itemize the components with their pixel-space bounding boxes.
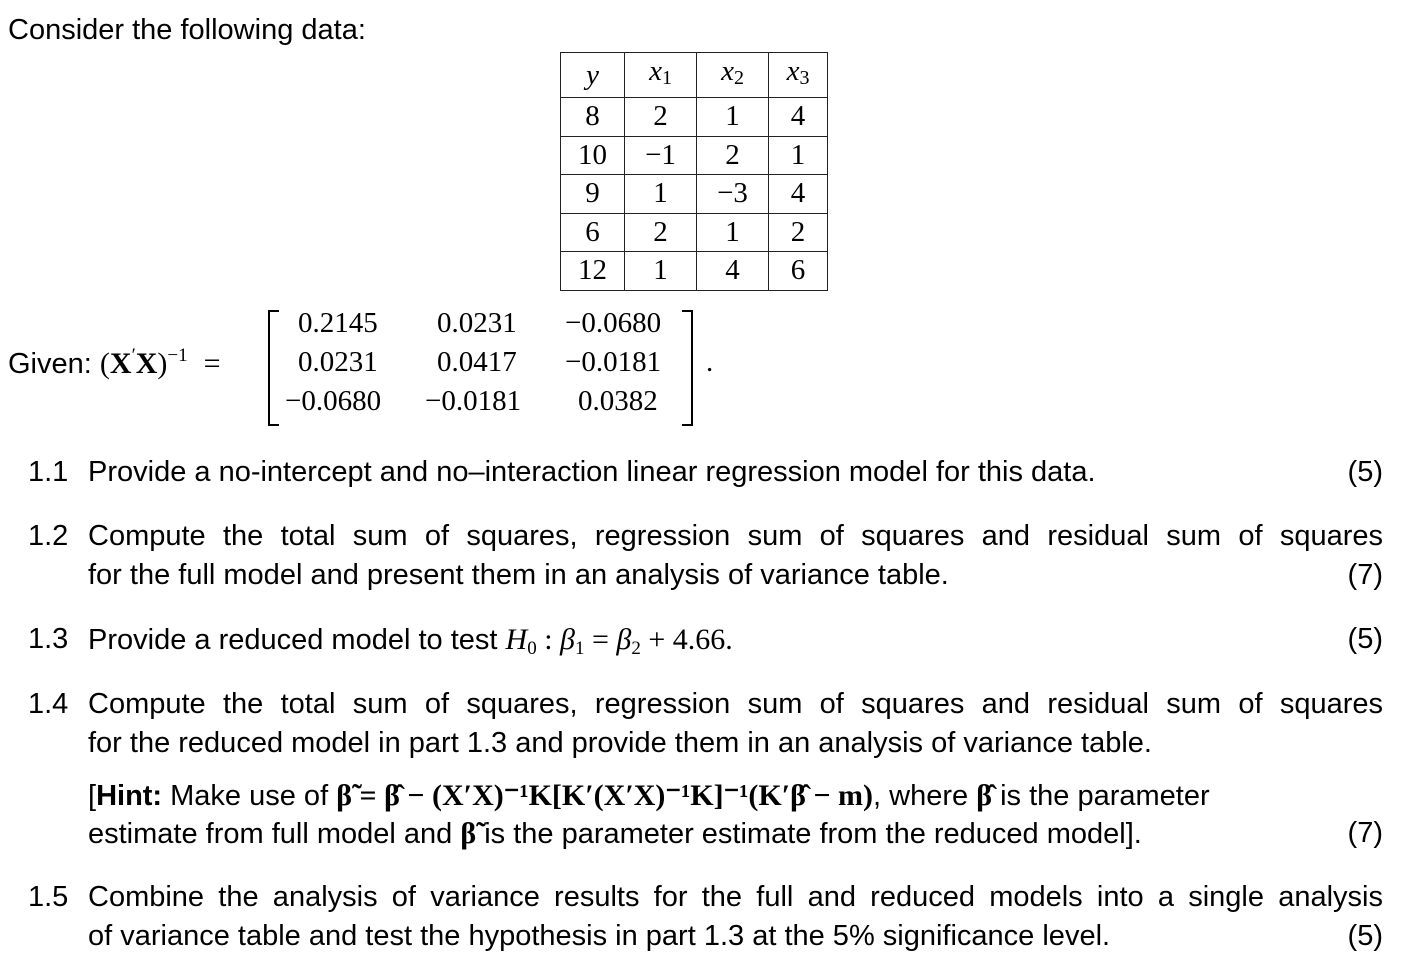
- table-cell: 12: [561, 252, 625, 291]
- header-var: x: [721, 55, 734, 87]
- table-cell: −1: [625, 136, 697, 175]
- beta-symbol: β: [560, 623, 575, 656]
- equals-sign: =: [203, 347, 221, 380]
- table-cell: 1: [625, 175, 697, 214]
- matrix-cell: 0.0231: [437, 307, 517, 339]
- data-table: [560, 52, 828, 291]
- table-cell: 1: [625, 252, 697, 291]
- table-row: [561, 175, 828, 214]
- question-number: 1.4: [28, 688, 69, 720]
- table-header-row: [561, 53, 828, 98]
- question-text: Combine the analysis of variance results for the full and reduced models into a single analysis: [88, 881, 1383, 913]
- hint-formula: β̃ = β̂ − (X′X)⁻¹K[K′(X′X)⁻¹K]⁻¹(K′β̂ − m): [336, 779, 874, 812]
- matrix-cell: 0.0382: [578, 385, 658, 417]
- table-cell: −3: [697, 175, 769, 214]
- matrix-cell: 0.0417: [437, 346, 517, 378]
- header-sub: 3: [799, 67, 810, 89]
- header-sub: 2: [733, 67, 744, 89]
- header-var: y: [586, 58, 599, 91]
- prime: ′: [131, 345, 136, 366]
- header-sub: 1: [661, 67, 672, 89]
- beta-sub: 1: [574, 638, 585, 659]
- header-x1: [625, 53, 697, 98]
- h-symbol: H: [505, 623, 528, 656]
- hint-bracket: [: [88, 780, 97, 812]
- question-marks: (5): [1347, 456, 1383, 488]
- table-cell: 10: [561, 136, 625, 175]
- question-text: of variance table and test the hypothesis in part 1.3 at the 5% significance level.: [88, 920, 1111, 952]
- beta-hat: β̂: [976, 779, 993, 812]
- table-cell: 6: [561, 213, 625, 252]
- beta-sub: 2: [631, 638, 641, 659]
- equals-sign: =: [584, 623, 617, 656]
- question-text: for the full model and present them in an analysis of variance table.: [88, 559, 949, 591]
- header-var: x: [786, 55, 800, 87]
- header-x3: [769, 53, 828, 98]
- table-row: [561, 213, 828, 252]
- question-text: Compute the total sum of squares, regression sum of squares and residual sum of squares: [88, 688, 1383, 720]
- matrix-cell: −0.0680: [565, 307, 662, 339]
- matrix-cell: −0.0680: [285, 385, 382, 417]
- question-number: 1.5: [28, 881, 69, 913]
- question-marks: (7): [1347, 559, 1383, 591]
- table-cell: 4: [769, 175, 828, 214]
- matrix-cell: 0.0231: [298, 346, 378, 378]
- hint-text: is the parameter: [992, 780, 1210, 812]
- matrix-cell: −0.0181: [425, 385, 522, 417]
- given-lhs: [8, 347, 221, 381]
- table-cell: 4: [697, 252, 769, 291]
- question-text: Provide a no-intercept and no–interaction linear regression model for this data.: [88, 456, 1096, 488]
- question-marks: (5): [1347, 920, 1383, 952]
- hint-line: [88, 817, 1142, 851]
- matrix-x: X: [135, 347, 158, 380]
- hint-text: is the parameter estimate from the reduced model].: [476, 818, 1142, 850]
- colon: :: [536, 623, 561, 656]
- beta-symbol: β: [616, 623, 632, 656]
- xtx-inverse: [100, 347, 188, 380]
- table-cell: 9: [561, 175, 625, 214]
- matrix-cell: −0.0181: [565, 346, 662, 378]
- hypothesis-constant: + 4.66.: [640, 623, 733, 656]
- question-marks: (7): [1347, 817, 1383, 849]
- table-cell: 1: [769, 136, 828, 175]
- hint-text: , where: [873, 780, 977, 812]
- hint-label: Hint:: [96, 780, 163, 812]
- table-row: [561, 136, 828, 175]
- question-text: Compute the total sum of squares, regression sum of squares and residual sum of squares: [88, 520, 1383, 552]
- question-number: 1.3: [28, 623, 69, 655]
- table-cell: 8: [561, 98, 625, 137]
- table-cell: 4: [769, 98, 828, 137]
- matrix-period: .: [706, 346, 714, 378]
- table-cell: 2: [769, 213, 828, 252]
- table-cell: 2: [625, 213, 697, 252]
- hint-text: estimate from full model and: [88, 818, 461, 850]
- hint-text: Make use of: [162, 780, 337, 812]
- paren-close: ): [157, 347, 168, 380]
- header-x2: [697, 53, 769, 98]
- table-cell: 2: [697, 136, 769, 175]
- left-bracket: [268, 310, 279, 426]
- question-marks: (5): [1347, 623, 1383, 655]
- intro-text: Consider the following data:: [8, 14, 366, 46]
- question-text: [88, 623, 733, 657]
- beta-tilde: β̃: [460, 817, 477, 850]
- table-cell: 1: [697, 98, 769, 137]
- header-y: [561, 53, 625, 98]
- table-cell: 1: [697, 213, 769, 252]
- hypothesis-formula: [505, 623, 733, 659]
- question-text-part: Provide a reduced model to test: [88, 624, 506, 656]
- table-row: [561, 252, 828, 291]
- header-var: x: [649, 55, 662, 87]
- matrix-cell: 0.2145: [298, 307, 378, 339]
- table-cell: 2: [625, 98, 697, 137]
- paren-open: (: [99, 347, 110, 380]
- question-number: 1.2: [28, 520, 69, 552]
- matrix-x: X: [109, 347, 132, 380]
- hint-line: [88, 778, 1210, 813]
- table-cell: 6: [769, 252, 828, 291]
- question-number: 1.1: [28, 456, 69, 488]
- question-text: for the reduced model in part 1.3 and provide them in an analysis of variance table.: [88, 727, 1152, 759]
- right-bracket: [682, 310, 693, 426]
- h-sub: 0: [527, 638, 537, 659]
- exponent: −1: [167, 345, 188, 366]
- table-row: [561, 98, 828, 137]
- given-label: Given:: [8, 348, 92, 380]
